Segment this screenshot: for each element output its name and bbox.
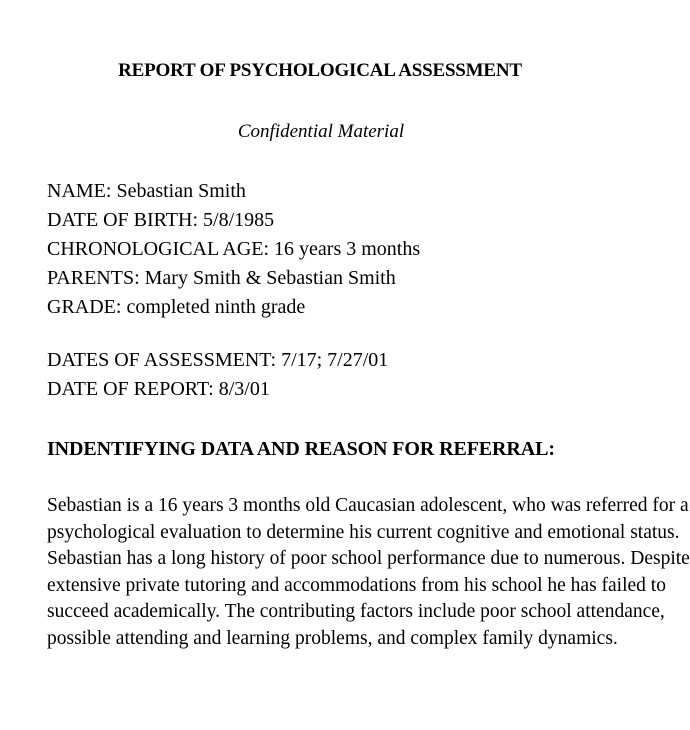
patient-info-block xyxy=(47,177,420,322)
info-name: NAME: Sebastian Smith xyxy=(47,180,246,202)
dates-block xyxy=(47,346,388,404)
info-grade: GRADE: completed ninth grade xyxy=(47,296,306,318)
paragraph-line: possible attending and learning problems, and complex family dynamics. xyxy=(47,627,618,649)
paragraph-line: Sebastian has a long history of poor school performance due to numerous. Despite xyxy=(47,548,690,569)
report-title: REPORT OF PSYCHOLOGICAL ASSESSMENT xyxy=(118,60,522,81)
info-chronological-age: CHRONOLOGICAL AGE: 16 years 3 months xyxy=(47,238,421,260)
paragraph-line: extensive private tutoring and accommodations from his school he has failed to xyxy=(47,574,666,596)
paragraph-line: succeed academically. The contributing factors include poor school attendance, xyxy=(47,601,665,622)
date-of-report: DATE OF REPORT: 8/3/01 xyxy=(47,378,270,400)
dates-of-assessment: DATES OF ASSESSMENT: 7/17; 7/27/01 xyxy=(47,349,389,371)
confidential-subtitle: Confidential Material xyxy=(237,121,405,142)
info-date-of-birth: DATE OF BIRTH: 5/8/1985 xyxy=(47,209,275,231)
info-parents: PARENTS: Mary Smith & Sebastian Smith xyxy=(47,267,396,289)
paragraph-line: Sebastian is a 16 years 3 months old Caucasian adolescent, who was referred for a xyxy=(47,495,689,516)
referral-paragraph xyxy=(47,493,690,652)
section-heading: INDENTIFYING DATA AND REASON FOR REFERRAL: xyxy=(47,438,555,460)
paragraph-line: psychological evaluation to determine his current cognitive and emotional status. xyxy=(47,521,680,543)
